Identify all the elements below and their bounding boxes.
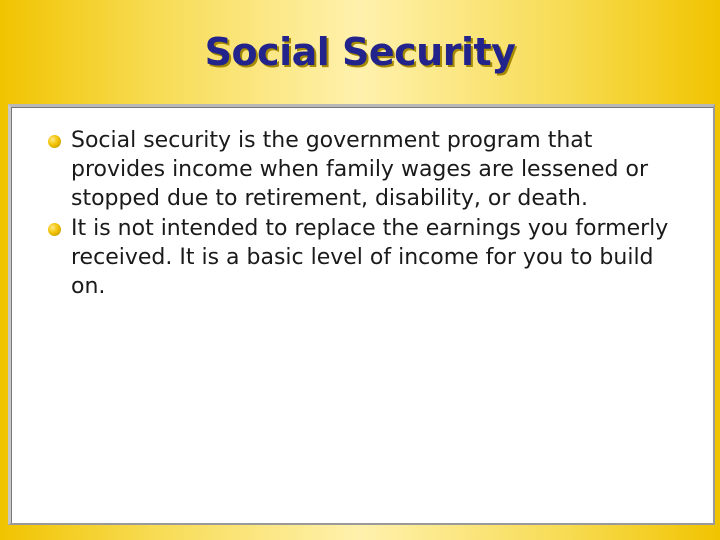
bullet-text: Social security is the government program that provides income when family wages are lessened or stopped due to retirement, disability, or death. xyxy=(71,128,648,211)
bullet-item xyxy=(48,214,678,301)
bullet-item xyxy=(48,126,678,213)
yellow-bullet-icon xyxy=(48,223,61,236)
bullet-text: It is not intended to replace the earnings you formerly received. It is a basic level of income for you to build on. xyxy=(71,216,669,299)
bottom-yellow-band xyxy=(0,524,720,540)
slide-title: Social Security xyxy=(204,30,516,74)
yellow-bullet-icon xyxy=(48,135,61,148)
bullet-list xyxy=(48,126,678,302)
